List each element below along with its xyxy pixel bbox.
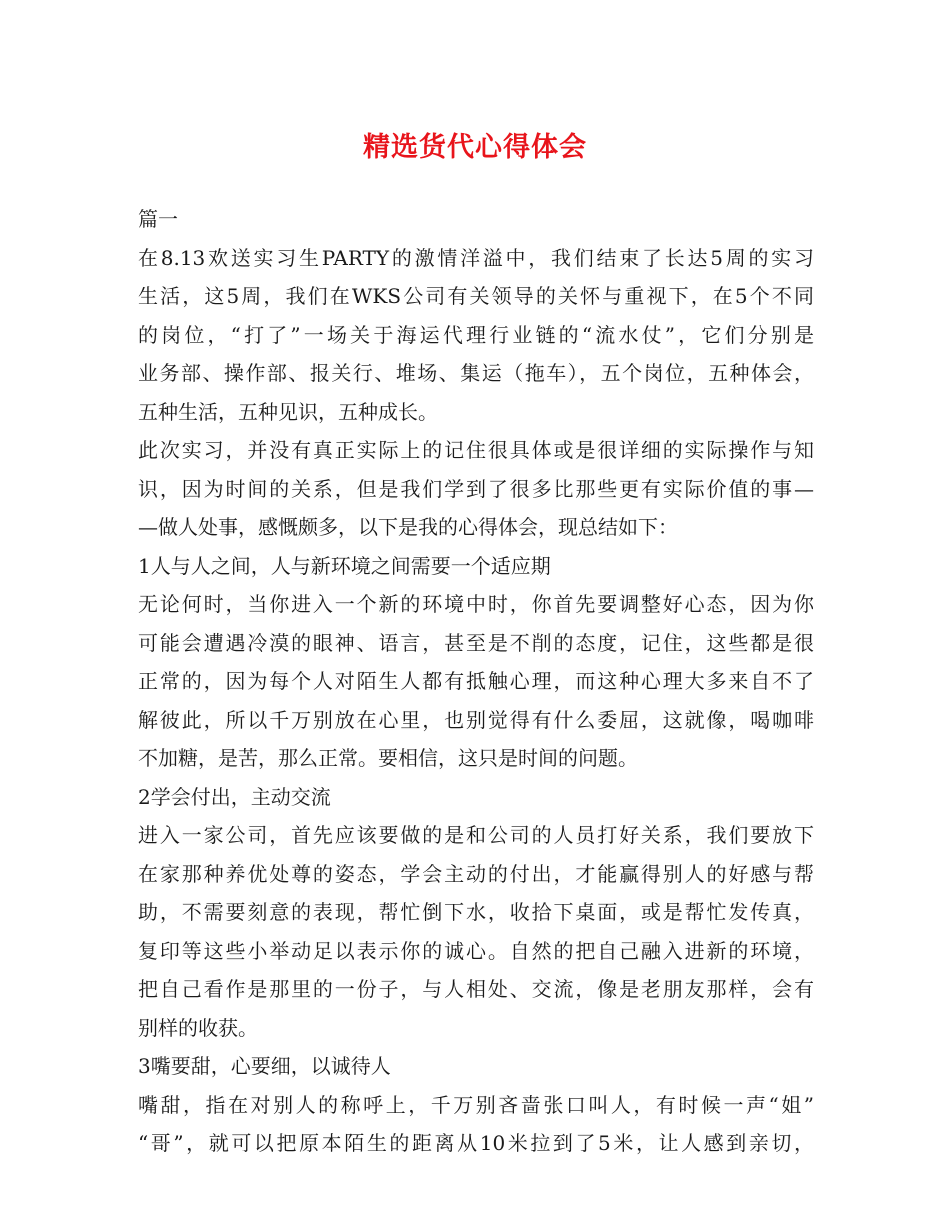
paragraph-line: 复印等这些小举动足以表示你的诚心。自然的把自己融入进新的环境，: [138, 938, 814, 963]
paragraph-line: —做人处事，感慨颇多，以下是我的心得体会，现总结如下：: [138, 515, 678, 539]
paragraph-line: “哥”，就可以把原本陌生的距离从10米拉到了5米，让人感到亲切，: [138, 1131, 814, 1155]
paragraph-line: 此次实习，并没有真正实际上的记住很具体或是很详细的实际操作与知: [138, 438, 814, 462]
paragraph-line: 五种生活，五种见识，五种成长。: [138, 399, 438, 424]
subsection-heading: 1人与人之间，人与新环境之间需要一个适应期: [138, 553, 551, 578]
paragraph-line: 正常的，因为每个人对陌生人都有抵触心理，而这种心理大多来自不了: [138, 669, 814, 693]
section-heading: 篇一: [138, 207, 178, 231]
paragraph-line: 的岗位，“打了”一场关于海运代理行业链的“流水仗”，它们分别是: [138, 322, 814, 347]
paragraph-line: 在家那种养优处尊的姿态，学会主动的付出，才能赢得别人的好感与帮: [138, 861, 814, 886]
paragraph-line: 助，不需要刻意的表现，帮忙倒下水，收拾下桌面，或是帮忙发传真，: [138, 900, 814, 924]
paragraph-line: 把自己看作是那里的一份子，与人相处、交流，像是老朋友那样，会有: [138, 977, 814, 1001]
subsection-heading: 2学会付出，主动交流: [138, 784, 331, 809]
document-title: 精选货代心得体会: [363, 132, 587, 163]
paragraph-line: 业务部、操作部、报关行、堆场、集运（拖车），五个岗位，五种体会，: [138, 361, 814, 385]
paragraph-line: 识，因为时间的关系，但是我们学到了很多比那些更有实际价值的事—: [138, 476, 814, 501]
paragraph-line: 进入一家公司，首先应该要做的是和公司的人员打好关系，我们要放下: [138, 823, 814, 847]
paragraph-line: 别样的收获。: [138, 1015, 258, 1040]
paragraph-line: 可能会遭遇冷漠的眼神、语言，甚至是不削的态度，记住，这些都是很: [138, 630, 814, 655]
paragraph-line: 无论何时，当你进入一个新的环境中时，你首先要调整好心态，因为你: [138, 592, 814, 616]
paragraph-line: 生活，这5周，我们在WKS公司有关领导的关怀与重视下，在5个不同: [138, 284, 814, 308]
subsection-heading: 3嘴要甜，心要细，以诚待人: [138, 1054, 391, 1078]
document-body: [138, 200, 814, 1163]
paragraph-line: 不加糖，是苦，那么正常。要相信，这只是时间的问题。: [138, 746, 638, 770]
paragraph-line: 解彼此，所以千万别放在心里，也别觉得有什么委屈，这就像，喝咖啡: [138, 707, 814, 732]
paragraph-line: 在8.13欢送实习生PARTY的激情洋溢中，我们结束了长达5周的实习: [138, 245, 814, 270]
paragraph-line: 嘴甜，指在对别人的称呼上，千万别吝啬张口叫人，有时候一声“姐”: [138, 1092, 814, 1117]
